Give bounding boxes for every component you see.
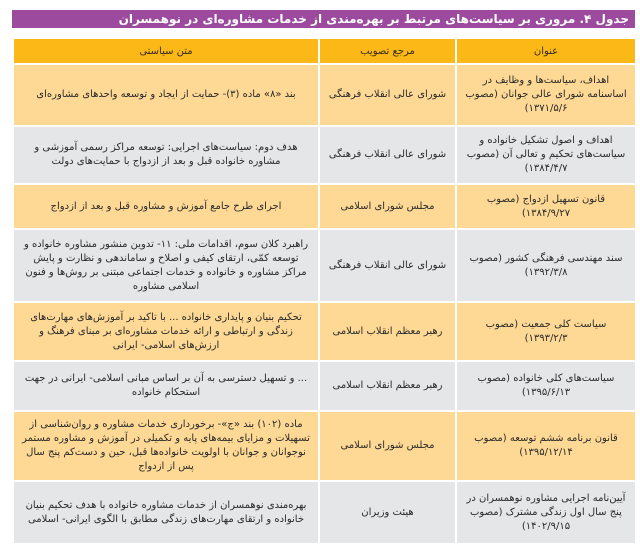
cell-reference: مجلس شورای اسلامی <box>319 411 456 481</box>
cell-reference: شورای عالی انقلاب فرهنگی <box>319 229 456 302</box>
cell-title: اهداف و اصول تشکیل خانواده و سیاست‌های تحکیم و تعالی آن (مصوب ۱۳۸۴/۴/۷) <box>456 126 636 184</box>
cell-reference: هیئت وزیران <box>319 481 456 544</box>
table-caption: جدول ۴. مروری بر سیاست‌های مرتبط بر بهره‌مندی از خدمات مشاوره‌ای در نوهمسران <box>12 10 635 28</box>
header-title: عنوان <box>456 38 636 64</box>
table-row <box>13 229 636 302</box>
cell-policy-text: هدف دوم: سیاست‌های اجرایی: توسعه مراکز رسمی آموزشی و مشاوره خانواده قبل و بعد از ازدواج با حمایت‌های دولت <box>13 126 319 184</box>
cell-title: قانون برنامه ششم توسعه (مصوب ۱۳۹۵/۱۲/۱۴) <box>456 411 636 481</box>
table-row <box>13 361 636 411</box>
cell-policy-text: بند «۸» ماده (۳)- حمایت از ایجاد و توسعه واحدهای مشاوره‌ای <box>13 64 319 126</box>
cell-policy-text: ... و تسهیل دسترسی به آن بر اساس مبانی اسلامی- ایرانی در جهت استحکام خانواده <box>13 361 319 411</box>
cell-reference: شورای عالی انقلاب فرهنگی <box>319 126 456 184</box>
cell-title: سیاست کلی جمعیت (مصوب ۱۳۹۳/۲/۳) <box>456 302 636 361</box>
cell-policy-text: تحکیم بنیان و پایداری خانواده ... با تاکید بر آموزش‌های مهارت‌های زندگی و ارتباطی و ارائه خدمات مشاوره‌ای بر مبنای فرهنگ و ارزش‌های اسلامی- ایرانی <box>13 302 319 361</box>
cell-policy-text: بهره‌مندی نوهمسران از خدمات مشاوره خانواده با هدف تحکیم بنیان خانواده و ارتقای مهارت‌های زندگی مطابق با الگوی ایرانی- اسلامی <box>13 481 319 544</box>
header-policy-text: متن سیاستی <box>13 38 319 64</box>
header-reference: مرجع تصویب <box>319 38 456 64</box>
cell-reference: رهبر معظم انقلاب اسلامی <box>319 302 456 361</box>
cell-title: سند مهندسی فرهنگی کشور (مصوب ۱۳۹۲/۳/۸) <box>456 229 636 302</box>
table-row <box>13 481 636 544</box>
table-row <box>13 302 636 361</box>
cell-policy-text: اجرای طرح جامع آموزش و مشاوره قبل و بعد از ازدواج <box>13 184 319 229</box>
cell-title: سیاست‌های کلی خانواده (مصوب ۱۳۹۵/۶/۱۳) <box>456 361 636 411</box>
cell-reference: مجلس شورای اسلامی <box>319 184 456 229</box>
policy-table <box>12 37 637 545</box>
table-header-row <box>13 38 636 64</box>
table-row <box>13 126 636 184</box>
table-row <box>13 64 636 126</box>
cell-policy-text: ماده (۱۰۲) بند «ج»- برخورداری خدمات مشاوره و روان‌شناسی از تسهیلات و مزایای بیمه‌های پایه و تکمیلی در آموزش و مشاوره مستمر نوجوانان و جوانان با اولویت خانواده‌ها قبل، حین و دست‌کم پنج سال پس از ازدواج <box>13 411 319 481</box>
cell-reference: شورای عالی انقلاب فرهنگی <box>319 64 456 126</box>
cell-title: اهداف، سیاست‌ها و وظایف در اساسنامه شورای عالی جوانان (مصوب ۱۳۷۱/۵/۶) <box>456 64 636 126</box>
cell-reference: رهبر معظم انقلاب اسلامی <box>319 361 456 411</box>
table-row <box>13 184 636 229</box>
cell-policy-text: راهبرد کلان سوم، اقدامات ملی: ۱۱- تدوین منشور مشاوره خانواده و توسعه کمّی، ارتقای کیفی و اصلاح و ساماندهی و نظارت و پایش مراکز مشاوره و خانواده و خدمات اجتماعی مبتنی بر روش‌ها و فنون اسلامی مشاوره <box>13 229 319 302</box>
cell-title: قانون تسهیل ازدواج (مصوب ۱۳۸۴/۹/۲۷) <box>456 184 636 229</box>
table-row <box>13 411 636 481</box>
cell-title: آیین‌نامه اجرایی مشاوره نوهمسران در پنج سال اول زندگی مشترک (مصوب ۱۴۰۲/۹/۱۵) <box>456 481 636 544</box>
